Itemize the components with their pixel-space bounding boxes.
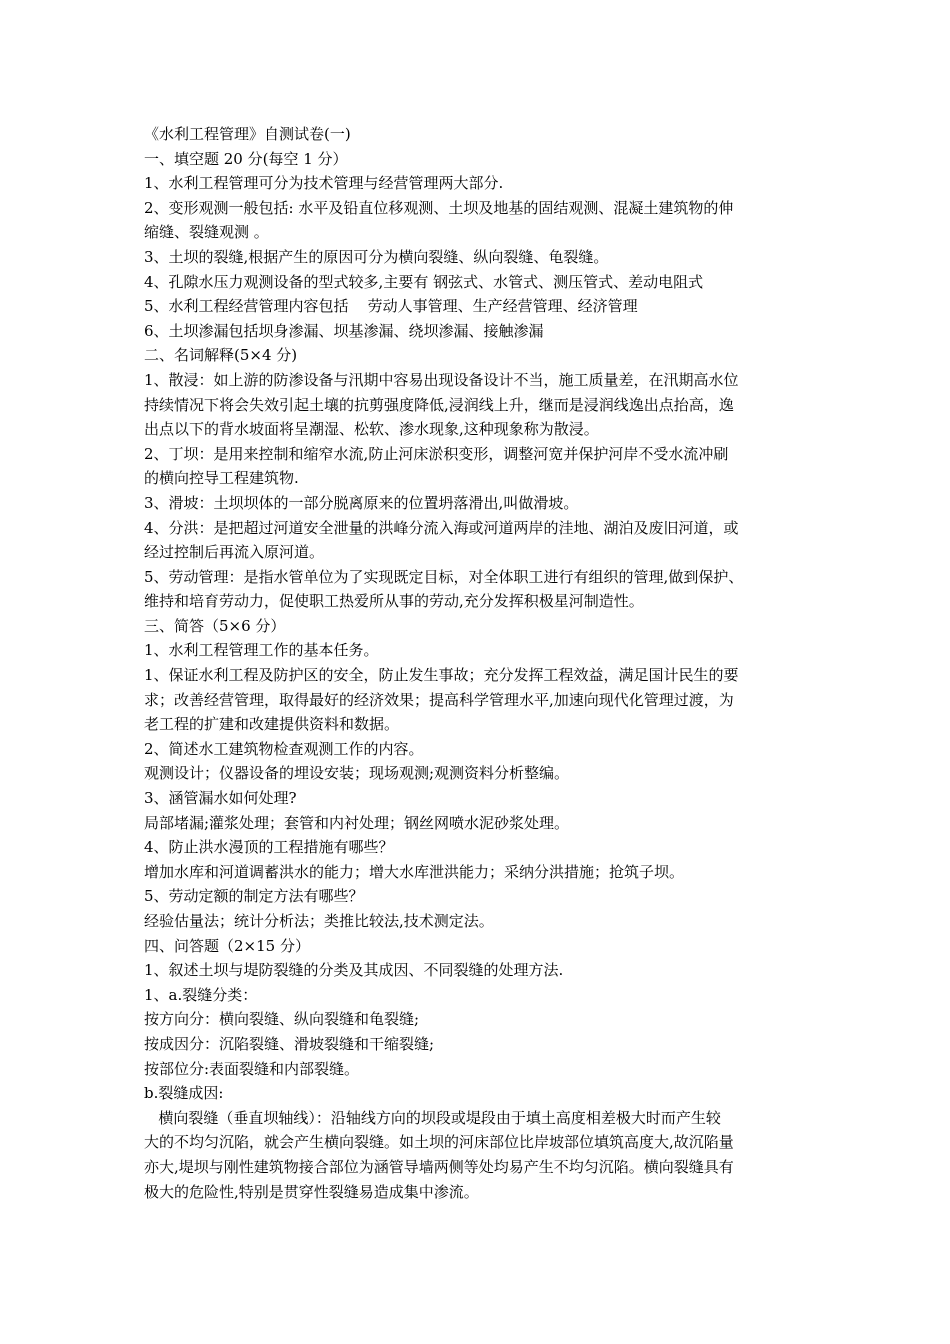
document-title: 《水利工程管理》自测试卷(一) [144,125,351,143]
text-line: 2、丁坝：是用来控制和缩窄水流,防止河床淤积变形，调整河宽并保护河岸不受水流冲刷 [144,444,729,463]
text-line: 3、滑坡：土坝坝体的一部分脱离原来的位置坍落滑出,叫做滑坡。 [144,493,579,512]
text-line: 5、劳动管理：是指水管单位为了实现既定目标，对全体职工进行有组织的管理,做到保护、 [144,567,744,586]
text-line: 维持和培育劳动力，促使职工热爱所从事的劳动,充分发挥积极星河制造性。 [144,592,644,611]
text-line: 持续情况下将会失效引起土壤的抗剪强度降低,浸润线上升，继而是浸润线逸出点抬高，逸 [144,395,734,414]
text-line: 经过控制后再流入原河道。 [144,543,325,562]
text-line: 按方向分：横向裂缝、纵向裂缝和龟裂缝; [144,1010,420,1029]
section-heading-short-answer: 三、简答（5×6 分） [144,616,286,635]
question-line: 4、防止洪水漫顶的工程措施有哪些？ [144,838,394,857]
text-line: 按成因分：沉陷裂缝、滑坡裂缝和干缩裂缝; [144,1034,435,1053]
section-heading-fill-blank: 一、填空题 20 分(每空 1 分） [144,149,348,168]
document-page [144,122,812,1204]
text-line: 横向裂缝（垂直坝轴线）：沿轴线方向的坝段或堤段由于填土高度相差极大时而产生较 [144,1108,721,1127]
text-line: 局部堵漏;灌浆处理；套管和内衬处理；钢丝网喷水泥砂浆处理。 [144,813,570,832]
text-line: 1、保证水利工程及防护区的安全，防止发生事故；充分发挥工程效益，满足国计民生的要 [144,666,739,685]
text-line: 1、a.裂缝分类： [144,985,258,1004]
text-line: 4、分洪：是把超过河道安全泄量的洪峰分流入海或河道两岸的洼地、湖泊及废旧河道，或 [144,518,739,537]
text-line: 大的不均匀沉陷，就会产生横向裂缝。如土坝的河床部位比岸坡部位填筑高度大,故沉陷量 [144,1133,734,1152]
text-line: 的横向控导工程建筑物. [144,469,299,488]
question-line: 2、简述水工建筑物检查观测工作的内容。 [144,739,424,758]
text-line: 按部位分:表面裂缝和内部裂缝。 [144,1059,360,1078]
text-line: 5、水利工程经营管理内容包括 劳动人事管理、生产经营管理、经济管理 [144,297,638,316]
question-line: 1、水利工程管理工作的基本任务。 [144,641,379,660]
text-line: 缩缝、裂缝观测 。 [144,223,269,242]
text-line: 亦大,堤坝与刚性建筑物接合部位为涵管导墙两侧等处均易产生不均匀沉陷。横向裂缝具有 [144,1157,734,1176]
question-line: 1、叙述土坝与堤防裂缝的分类及其成因、不同裂缝的处理方法. [144,961,564,980]
text-line: 极大的危险性,特别是贯穿性裂缝易造成集中渗流。 [144,1182,479,1201]
text-line: 观测设计；仪器设备的埋设安装；现场观测;观测资料分析整编。 [144,764,570,783]
text-line: 1、散浸：如上游的防渗设备与汛期中容易出现设备设计不当，施工质量差，在汛期高水位 [144,370,739,389]
text-line: b.裂缝成因: [144,1084,224,1103]
text-line: 1、水利工程管理可分为技术管理与经营管理两大部分. [144,174,504,193]
text-line: 2、变形观测一般包括: 水平及铅直位移观测、土坝及地基的固结观测、混凝土建筑物的伸 [144,198,734,217]
question-line: 5、劳动定额的制定方法有哪些？ [144,887,364,906]
text-line: 经验估量法；统计分析法；类推比较法,技术测定法。 [144,912,494,930]
question-line: 3、涵管漏水如何处理? [144,789,297,808]
text-line: 4、孔隙水压力观测设备的型式较多,主要有 钢弦式、水管式、测压管式、差动电阻式 [144,272,704,291]
text-line: 求；改善经营管理，取得最好的经济效果；提高科学管理水平,加速向现代化管理过渡，为 [144,690,734,709]
section-heading-terms: 二、名词解释(5×4 分) [144,346,298,365]
section-heading-essay: 四、问答题（2×15 分） [144,936,310,955]
text-line: 3、土坝的裂缝,根据产生的原因可分为横向裂缝、纵向裂缝、龟裂缝。 [144,247,609,266]
text-line: 增加水库和河道调蓄洪水的能力；增大水库泄洪能力；采纳分洪措施；抢筑子坝。 [144,862,685,881]
text-line: 出点以下的背水坡面将呈潮湿、松软、渗水现象,这种现象称为散浸。 [144,420,599,439]
text-line: 老工程的扩建和改建提供资料和数据。 [144,715,400,734]
text-line: 6、土坝渗漏包括坝身渗漏、坝基渗漏、绕坝渗漏、接触渗漏 [144,321,544,340]
